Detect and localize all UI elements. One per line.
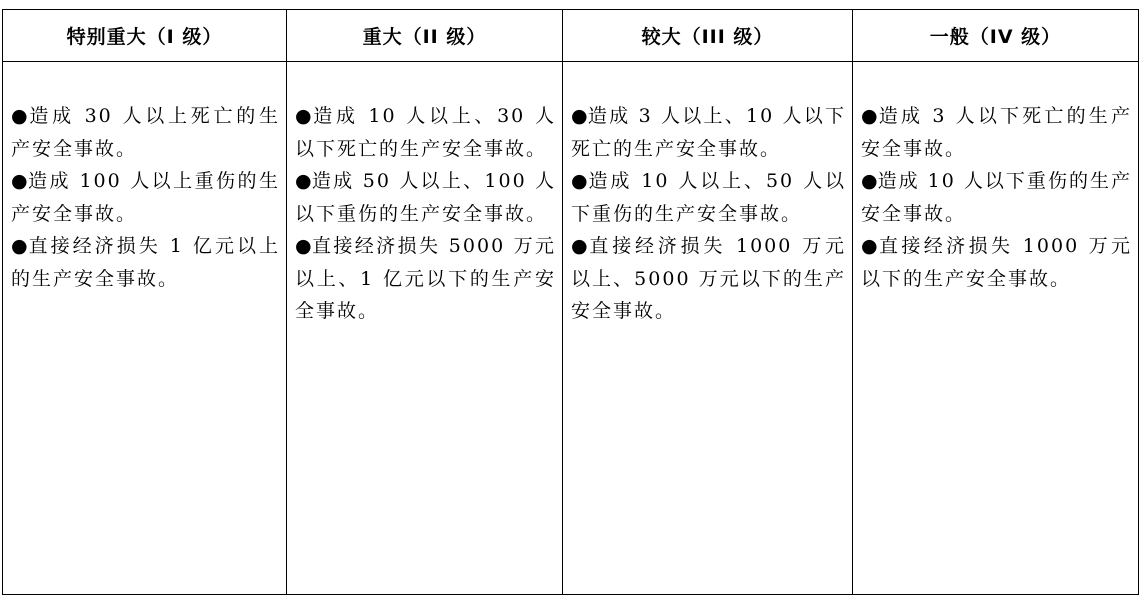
criteria-row bbox=[3, 62, 1139, 595]
accident-grade-table bbox=[2, 9, 1139, 595]
criteria-text: 造成 3 人以下死亡的生产安全事故。 bbox=[861, 105, 1132, 160]
criteria-item bbox=[11, 165, 280, 230]
criteria-text: 直接经济损失 1 亿元以上的生产安全事故。 bbox=[11, 235, 280, 290]
criteria-cell-grade-1 bbox=[3, 62, 287, 595]
criteria-item bbox=[571, 165, 846, 230]
criteria-text: 造成 50 人以上、100 人以下重伤的生产安全事故。 bbox=[295, 170, 556, 225]
bullet-icon: ● bbox=[861, 170, 878, 192]
criteria-text: 造成 10 人以上、50 人以下重伤的生产安全事故。 bbox=[571, 170, 846, 225]
criteria-text: 直接经济损失 1000 万元以上、5000 万元以下的生产安全事故。 bbox=[571, 235, 846, 322]
header-grade-1: 特别重大（I 级） bbox=[3, 10, 287, 62]
header-row bbox=[3, 10, 1139, 62]
criteria-cell-grade-4 bbox=[853, 62, 1139, 595]
criteria-item bbox=[861, 165, 1132, 230]
header-grade-4: 一般（IV 级） bbox=[853, 10, 1139, 62]
bullet-icon: ● bbox=[861, 235, 879, 257]
criteria-item bbox=[861, 230, 1132, 295]
criteria-text: 造成 30 人以上死亡的生产安全事故。 bbox=[11, 105, 280, 160]
criteria-item bbox=[295, 165, 556, 230]
criteria-text: 直接经济损失 1000 万元以下的生产安全事故。 bbox=[861, 235, 1132, 290]
bullet-icon: ● bbox=[295, 170, 312, 192]
bullet-icon: ● bbox=[571, 235, 590, 257]
criteria-text: 造成 10 人以上、30 人以下死亡的生产安全事故。 bbox=[295, 105, 556, 160]
criteria-text: 造成 3 人以上、10 人以下死亡的生产安全事故。 bbox=[571, 105, 846, 160]
criteria-text: 直接经济损失 5000 万元以上、1 亿元以下的生产安全事故。 bbox=[295, 235, 556, 322]
criteria-text: 造成 100 人以上重伤的生产安全事故。 bbox=[11, 170, 280, 225]
criteria-item bbox=[11, 230, 280, 295]
criteria-item bbox=[295, 100, 556, 165]
bullet-icon: ● bbox=[571, 105, 588, 127]
bullet-icon: ● bbox=[11, 105, 30, 127]
bullet-icon: ● bbox=[861, 105, 879, 127]
criteria-item bbox=[571, 100, 846, 165]
bullet-icon: ● bbox=[295, 105, 314, 127]
bullet-icon: ● bbox=[295, 235, 312, 257]
criteria-item bbox=[861, 100, 1132, 165]
criteria-item bbox=[295, 230, 556, 328]
bullet-icon: ● bbox=[11, 235, 29, 257]
header-grade-3: 较大（III 级） bbox=[563, 10, 853, 62]
criteria-text: 造成 10 人以下重伤的生产安全事故。 bbox=[861, 170, 1132, 225]
criteria-item bbox=[11, 100, 280, 165]
bullet-icon: ● bbox=[11, 170, 29, 192]
bullet-icon: ● bbox=[571, 170, 589, 192]
criteria-cell-grade-3 bbox=[563, 62, 853, 595]
criteria-item bbox=[571, 230, 846, 328]
criteria-cell-grade-2 bbox=[287, 62, 563, 595]
header-grade-2: 重大（II 级） bbox=[287, 10, 563, 62]
